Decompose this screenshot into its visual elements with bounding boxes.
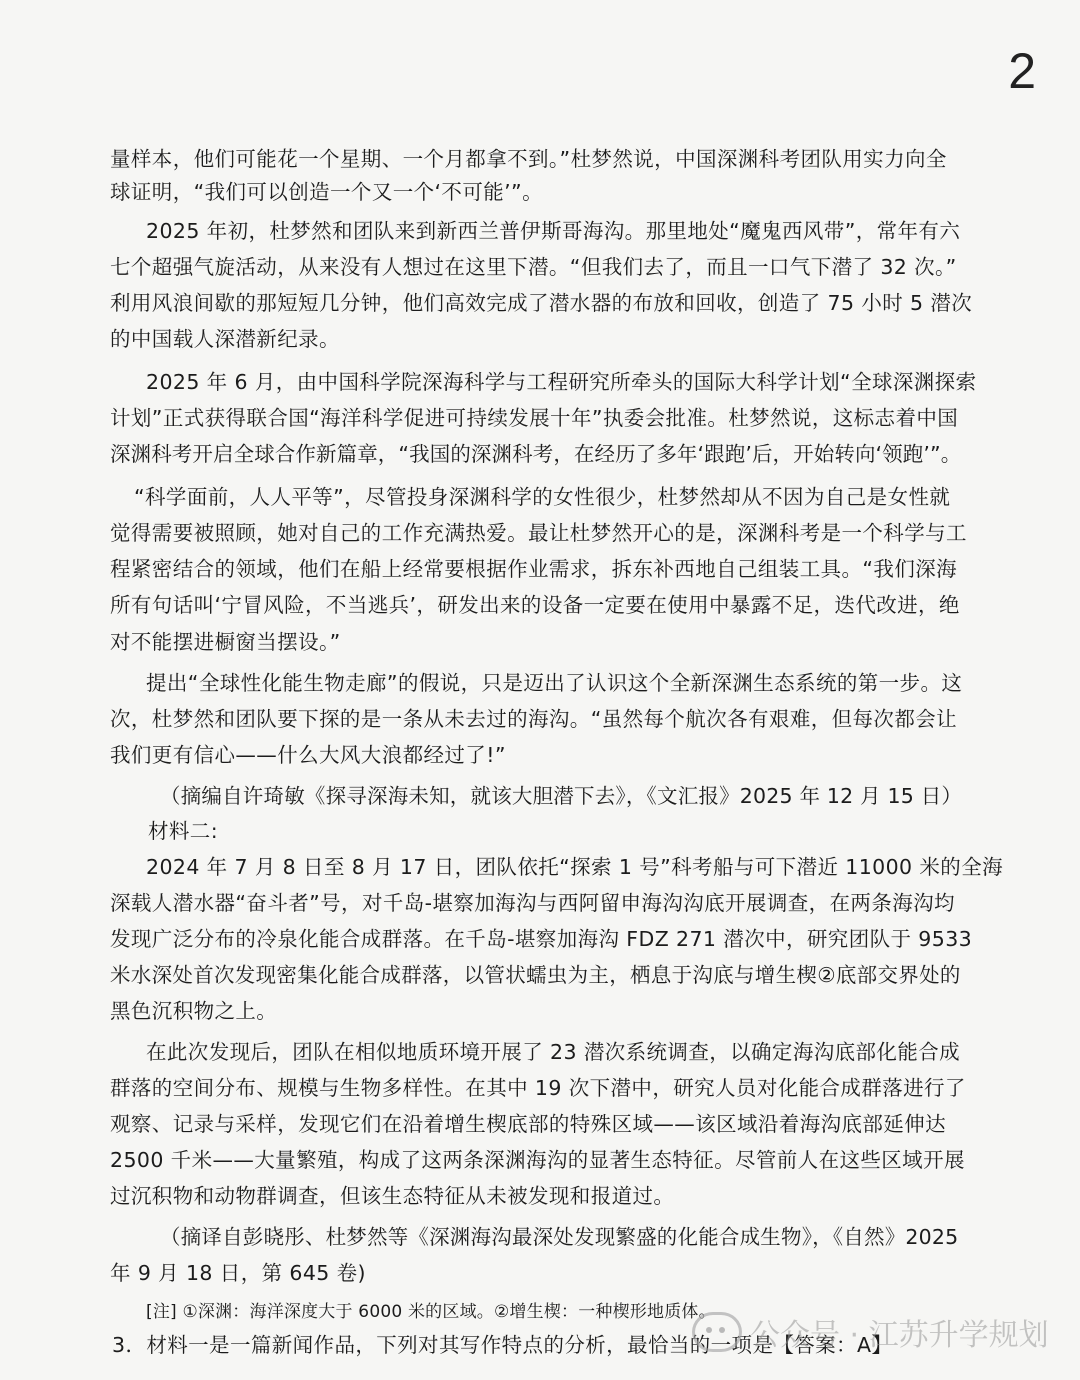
text-line: 深载人潜水器“奋斗者”号，对千岛-堪察加海沟与西阿留申海沟沟底开展调查，在两条海沟均	[110, 891, 955, 915]
text-line: 米水深处首次发现密集化能合成群落，以管状蠕虫为主，栖息于沟底与增生楔②底部交界处的	[110, 963, 961, 987]
text-line: 利用风浪间歇的那短短几分钟，他们高效完成了潜水器的布放和回收，创造了 75 小时 5 潜次	[110, 291, 973, 315]
page-number: 2	[1008, 43, 1036, 99]
text-line: 2500 千米——大量繁殖，构成了这两条深渊海沟的显著生态特征。尽管前人在这些区域开展	[110, 1148, 965, 1172]
text-line: 2025 年初，杜梦然和团队来到新西兰普伊斯哥海沟。那里地处“魔鬼西风带”，常年有六	[146, 219, 961, 243]
text-line: 次，杜梦然和团队要下探的是一条从未去过的海沟。“虽然每个航次各有艰难，但每次都会让	[110, 707, 958, 731]
text-line: 对不能摆进橱窗当摆设。”	[110, 630, 341, 654]
text-line: 量样本，他们可能花一个星期、一个月都拿不到。”杜梦然说，中国深渊科考团队用实力向全	[110, 147, 947, 171]
text-line: 所有句话叫‘宁冒风险，不当逃兵’，研发出来的设备一定要在使用中暴露不足，迭代改进，绝	[110, 593, 960, 617]
text-line: 年 9 月 18 日，第 645 卷)	[110, 1261, 366, 1285]
text-line: 七个超强气旋活动，从来没有人想过在这里下潜。“但我们去了，而且一口气下潜了 32 次。”	[110, 255, 957, 279]
text-line: 2025 年 6 月，由中国科学院深海科学与工程研究所牵头的国际大科学计划“全球深渊探索	[146, 370, 977, 394]
text-line: 材料二:	[148, 819, 219, 843]
text-line: 球证明，“我们可以创造一个又一个‘不可能’”。	[110, 180, 543, 204]
watermark-text: 公众号 · 江苏升学规划	[750, 1318, 1049, 1353]
text-line: 过沉积物和动物群调查，但该生态特征从未被发现和报道过。	[110, 1184, 675, 1208]
text-line: 发现广泛分布的冷泉化能合成群落。在千岛-堪察加海沟 FDZ 271 潜次中，研究团队于 9533	[110, 927, 973, 951]
text-line: 的中国载人深潜新纪录。	[110, 327, 340, 351]
text-line: “科学面前，人人平等”，尽管投身深渊科学的女性很少，杜梦然却从不因为自己是女性就	[134, 485, 951, 509]
text-line: 我们更有信心——什么大风大浪都经过了!”	[110, 743, 506, 767]
text-line: [注] ①深渊：海洋深度大于 6000 米的区域。②增生楔：一种楔形地质体。	[146, 1302, 716, 1322]
text-line: 计划”正式获得联合国“海洋科学促进可持续发展十年”执委会批准。杜梦然说，这标志着中国	[110, 406, 959, 430]
watermark	[692, 1310, 1049, 1354]
text-line: 提出“全球性化能生物走廊”的假说，只是迈出了认识这个全新深渊生态系统的第一步。这	[146, 671, 963, 695]
wechat-icon	[692, 1312, 742, 1352]
text-line: 程紧密结合的领域，他们在船上经常要根据作业需求，拆东补西地自己组装工具。“我们深海	[110, 557, 958, 581]
text-line: 黑色沉积物之上。	[110, 999, 278, 1023]
text-line: （摘译自彭晓彤、杜梦然等《深渊海沟最深处发现繁盛的化能合成生物》，《自然》2025	[160, 1225, 959, 1249]
text-line: 观察、记录与采样，发现它们在沿着增生楔底部的特殊区域——该区域沿着海沟底部延伸达	[110, 1112, 946, 1136]
text-line: 3．材料一是一篇新闻作品，下列对其写作特点的分析，最恰当的一项是【答案：A】	[112, 1333, 893, 1357]
text-line: 群落的空间分布、规模与生物多样性。在其中 19 次下潜中，研究人员对化能合成群落进行了	[110, 1076, 966, 1100]
text-line: 在此次发现后，团队在相似地质环境开展了 23 潜次系统调查，以确定海沟底部化能合成	[146, 1040, 961, 1064]
text-line: 深渊科考开启全球合作新篇章，“我国的深渊科考，在经历了多年‘跟跑’后，开始转向‘领跑’”。	[110, 442, 962, 466]
text-line: 觉得需要被照顾，她对自己的工作充满热爱。最让杜梦然开心的是，深渊科考是一个科学与工	[110, 521, 967, 545]
text-line: 2024 年 7 月 8 日至 8 月 17 日，团队依托“探索 1 号”科考船与可下潜近 11000 米的全海	[146, 855, 1003, 879]
text-line: （摘编自许琦敏《探寻深海未知，就该大胆潜下去》，《文汇报》2025 年 12 月 15 日）	[160, 784, 963, 808]
